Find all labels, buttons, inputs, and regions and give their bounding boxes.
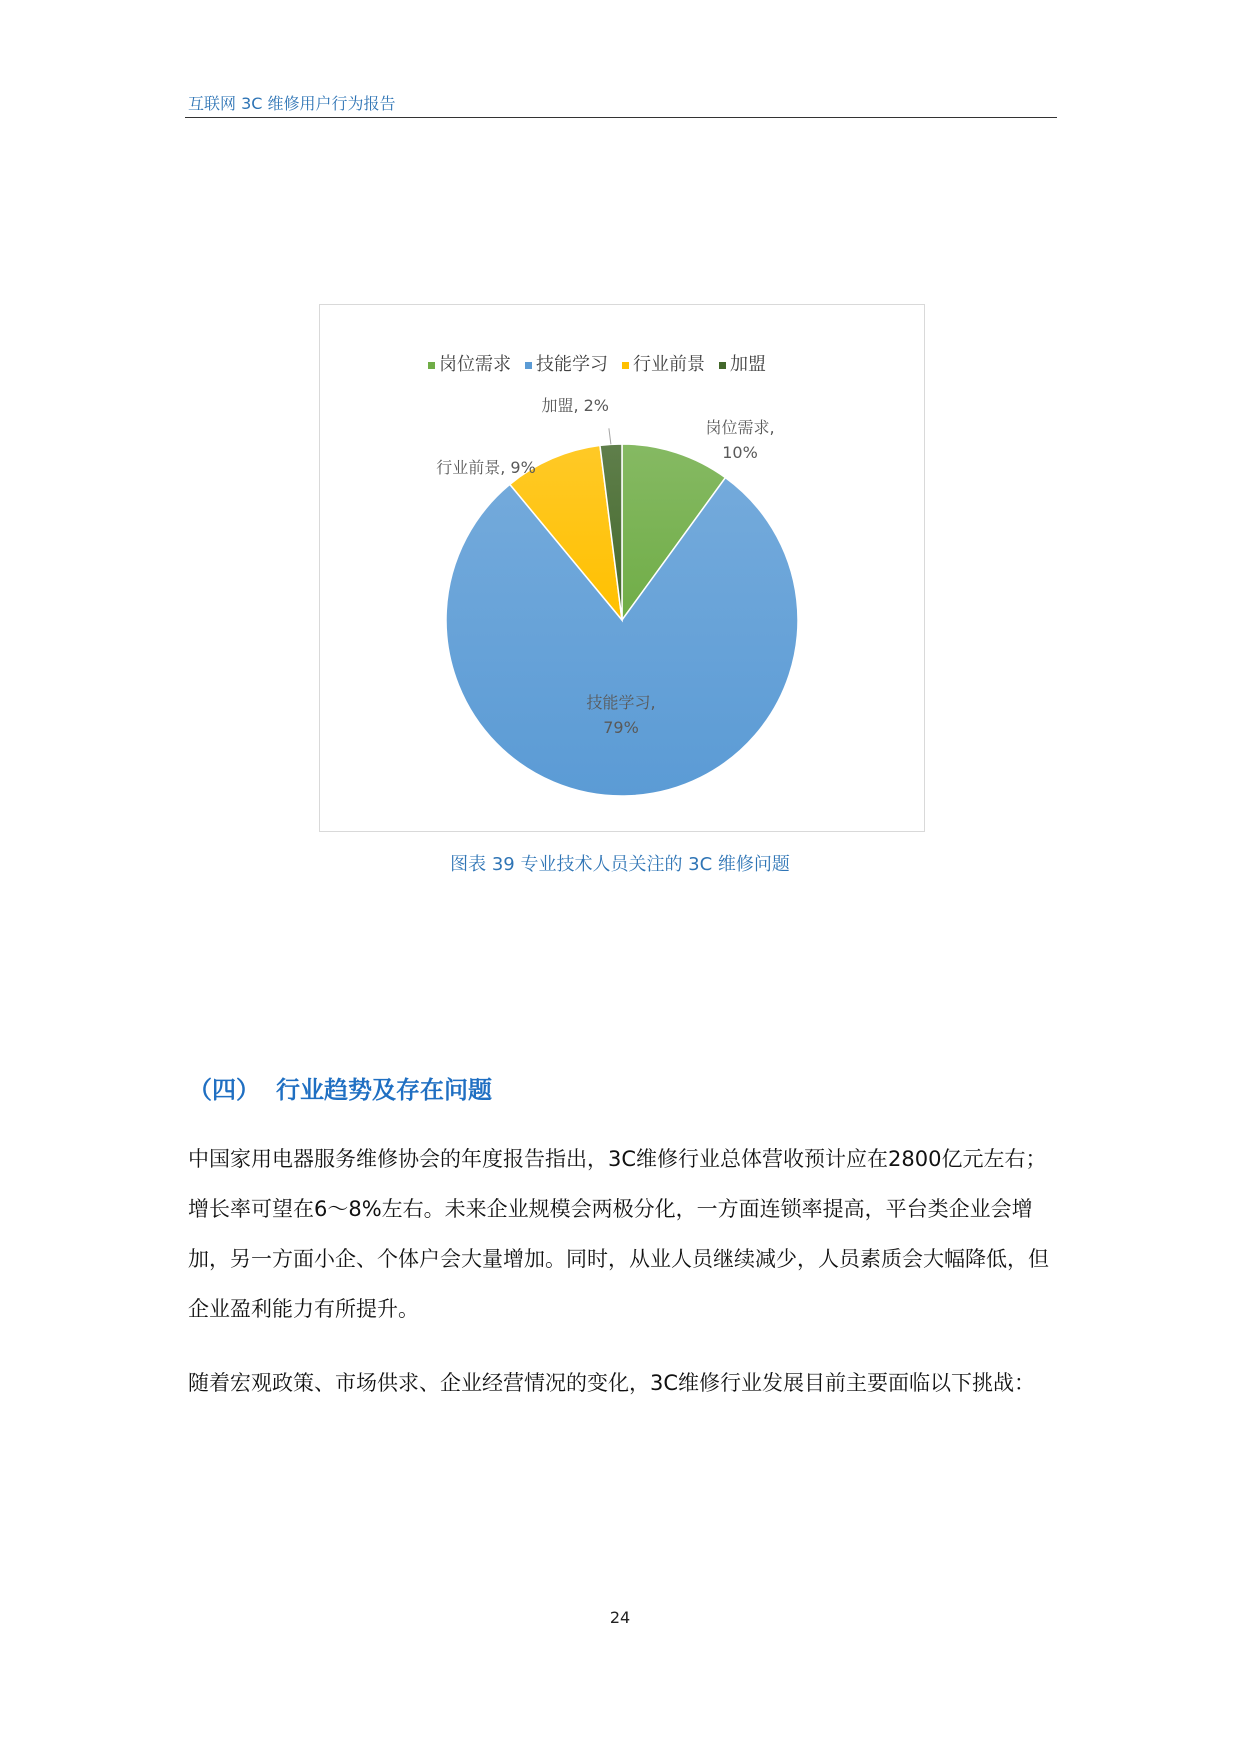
pie-chart xyxy=(320,305,924,831)
header-divider xyxy=(185,117,1057,118)
legend-label: 行业前景 xyxy=(633,354,705,375)
legend-label: 加盟 xyxy=(730,354,766,375)
legend-swatch xyxy=(622,362,629,369)
body-paragraph: 中国家用电器服务维修协会的年度报告指出，3C维修行业总体营收预计应在2800亿元左右；增长率可望在6～8%左右。未来企业规模会两极分化，一方面连锁率提高，平台类企业会增加，另一方面小企、个体户会大量增加。同时，从业人员继续减少，人员素质会大幅降低，但企业盈利能力有所提升。 xyxy=(188,1147,1049,1321)
legend-label: 岗位需求 xyxy=(439,354,511,375)
legend-swatch xyxy=(525,362,532,369)
legend-label: 技能学习 xyxy=(536,354,608,375)
body-paragraph: 随着宏观政策、市场供求、企业经营情况的变化，3C维修行业发展目前主要面临以下挑战： xyxy=(188,1371,1036,1395)
data-label: 技能学习, xyxy=(586,693,656,712)
figure-caption: 图表 39 专业技术人员关注的 3C 维修问题 xyxy=(450,854,790,875)
chart-frame xyxy=(319,304,925,832)
running-header: 互联网 3C 维修用户行为报告 xyxy=(188,94,396,113)
section-title: 行业趋势及存在问题 xyxy=(276,1076,492,1104)
data-label: 岗位需求, xyxy=(705,418,775,437)
section-heading xyxy=(188,1070,492,1105)
data-label: 行业前景, 9% xyxy=(436,458,536,477)
data-label: 10% xyxy=(722,443,758,462)
data-label: 79% xyxy=(603,718,639,737)
page-number: 24 xyxy=(609,1608,631,1627)
data-label: 加盟, 2% xyxy=(541,396,609,415)
label-leader-line xyxy=(609,428,611,444)
legend-swatch xyxy=(428,362,435,369)
section-number: （四） xyxy=(188,1076,260,1104)
legend-swatch xyxy=(719,362,726,369)
